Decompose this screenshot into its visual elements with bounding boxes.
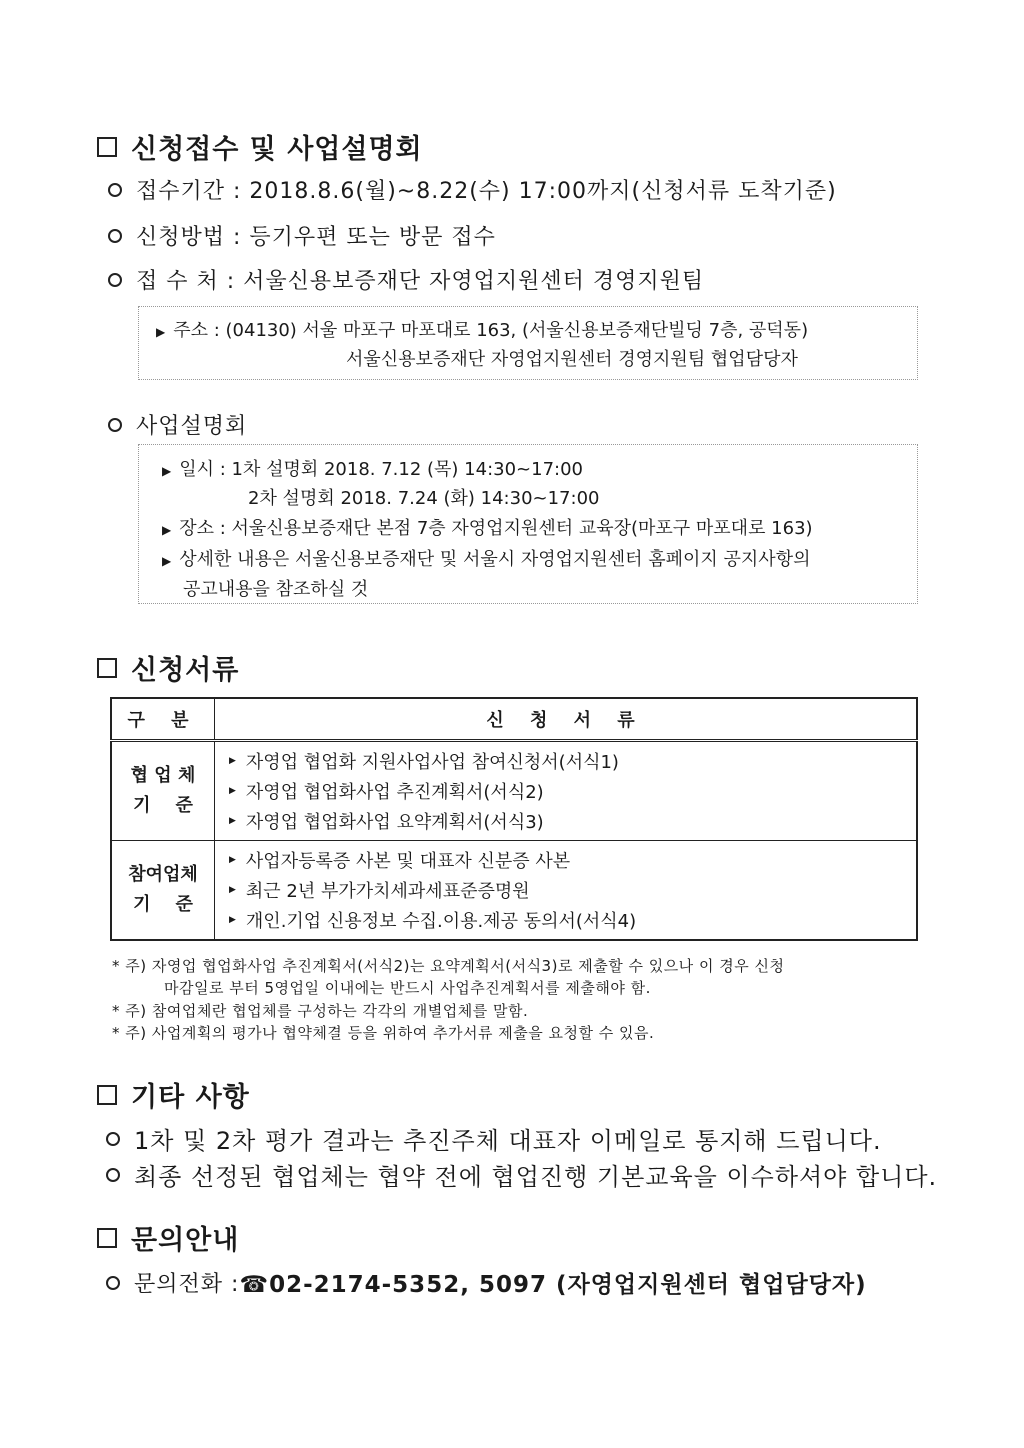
apply-place	[108, 264, 704, 295]
row-category: 참여업체 기 준	[111, 841, 215, 941]
apply-method	[108, 220, 496, 251]
address-line-2: 서울신용보증재단 자영업지원센터 경영지원팀 협업담당자	[346, 349, 798, 370]
section-title-contact: 문의안내	[97, 1218, 239, 1257]
circle-bullet-icon	[108, 183, 122, 197]
briefing-detail-1: ▶ 상세한 내용은 서울신용보증재단 및 서울시 자영업지원센터 홈페이지 공지사항의	[162, 549, 811, 570]
triangle-bullet-icon: ▶	[162, 464, 172, 478]
briefing-date-2: 2차 설명회 2018. 7.24 (화) 14:30~17:00	[248, 488, 600, 509]
table-header-category: 구 분	[111, 698, 215, 741]
row-items	[215, 741, 918, 841]
table-header-documents: 신 청 서 류	[215, 698, 918, 741]
briefing-title: 사업설명회	[108, 409, 247, 440]
triangle-bullet-icon: ▶	[229, 855, 236, 865]
note-1: * 주) 자영업 협업화사업 추진계획서(서식2)는 요약계획서(서식3)로 제출할 수 있으나 이 경우 신청	[112, 957, 785, 975]
circle-bullet-icon	[106, 1276, 120, 1290]
list-item: ▶ 사업자등록증 사본 및 대표자 신분증 사본	[229, 851, 571, 872]
triangle-bullet-icon: ▶	[229, 915, 236, 925]
checkbox-square-icon	[97, 1085, 117, 1105]
section-title-other: 기타 사항	[97, 1075, 250, 1114]
checkbox-square-icon	[97, 658, 117, 678]
circle-bullet-icon	[106, 1132, 120, 1146]
briefing-date-1: ▶ 일시 : 1차 설명회 2018. 7.12 (목) 14:30~17:00	[162, 459, 583, 480]
apply-period	[108, 174, 837, 205]
list-item: ▶ 최근 2년 부가가치세과세표준증명원	[229, 881, 530, 902]
other-item-1: 1차 및 2차 평가 결과는 추진주체 대표자 이메일로 통지해 드립니다.	[106, 1121, 882, 1156]
circle-bullet-icon	[108, 273, 122, 287]
contact-label: 문의전화 :	[134, 1272, 240, 1297]
briefing-detail-2: 공고내용을 참조하실 것	[183, 579, 369, 600]
triangle-bullet-icon: ▶	[229, 756, 236, 766]
note-2: * 주) 참여업체란 협업체를 구성하는 각각의 개별업체를 말함.	[112, 1002, 529, 1020]
section-title-apply	[97, 127, 423, 166]
table-row	[111, 841, 917, 941]
triangle-bullet-icon: ▶	[229, 786, 236, 796]
other-item-2: 최종 선정된 협업체는 협약 전에 협업진행 기본교육을 이수하셔야 합니다.	[106, 1157, 937, 1192]
triangle-bullet-icon: ▶	[229, 816, 236, 826]
apply-place-text: 접 수 처 : 서울신용보증재단 자영업지원센터 경영지원팀	[136, 269, 705, 294]
circle-bullet-icon	[108, 418, 122, 432]
apply-period-text: 접수기간 : 2018.8.6(월)~8.22(수) 17:00까지(신청서류 도착기준)	[136, 179, 837, 204]
section-title-text: 신청접수 및 사업설명회	[131, 134, 423, 165]
address-line-1: ▶ 주소 : (04130) 서울 마포구 마포대로 163, (서울신용보증재단빌딩 7층, 공덕동)	[156, 320, 809, 341]
triangle-bullet-icon: ▶	[162, 554, 172, 568]
table-row	[111, 741, 917, 841]
triangle-bullet-icon: ▶	[156, 325, 166, 339]
apply-method-text: 신청방법 : 등기우편 또는 방문 접수	[136, 225, 496, 250]
list-item: ▶ 자영업 협업화사업 추진계획서(서식2)	[229, 782, 544, 803]
documents-table	[110, 697, 918, 941]
checkbox-square-icon	[97, 1228, 117, 1248]
list-item: ▶ 자영업 협업화 지원사업사업 참여신청서(서식1)	[229, 752, 619, 773]
row-items	[215, 841, 918, 941]
briefing-place: ▶ 장소 : 서울신용보증재단 본점 7층 자영업지원센터 교육장(마포구 마포대로 163)	[162, 518, 813, 539]
checkbox-square-icon	[97, 137, 117, 157]
contact-line	[106, 1266, 867, 1299]
section-title-documents: 신청서류	[97, 648, 239, 687]
row-category: 협 업 체 기 준	[111, 741, 215, 841]
triangle-bullet-icon: ▶	[229, 885, 236, 895]
circle-bullet-icon	[106, 1168, 120, 1182]
triangle-bullet-icon: ▶	[162, 523, 172, 537]
list-item: ▶ 자영업 협업화사업 요약계획서(서식3)	[229, 812, 544, 833]
note-1-continued: 마감일로 부터 5영업일 이내에는 반드시 사업추진계획서를 제출해야 함.	[164, 979, 651, 997]
list-item: ▶ 개인.기업 신용정보 수집.이용.제공 동의서(서식4)	[229, 911, 637, 932]
contact-phone: ☎02-2174-5352, 5097 (자영업지원센터 협업담당자)	[239, 1272, 867, 1298]
note-3: * 주) 사업계획의 평가나 협약체결 등을 위하여 추가서류 제출을 요청할 수 있음.	[112, 1024, 655, 1042]
circle-bullet-icon	[108, 229, 122, 243]
